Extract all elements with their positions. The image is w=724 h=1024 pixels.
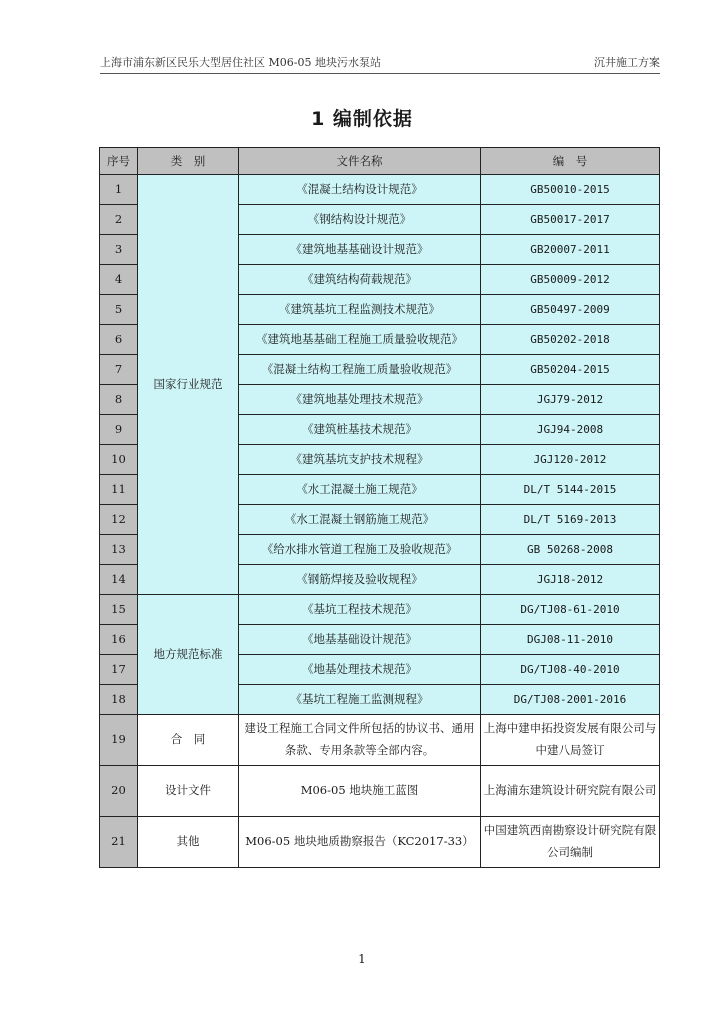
row-number: 15 (100, 595, 138, 625)
basis-table (99, 147, 660, 868)
table-row (100, 817, 660, 868)
row-number: 10 (100, 445, 138, 475)
row-number: 4 (100, 265, 138, 295)
row-number: 13 (100, 535, 138, 565)
document-name: 《建筑桩基技术规范》 (239, 415, 481, 445)
category-cell: 合 同 (138, 715, 239, 766)
document-name: 《建筑地基基础设计规范》 (239, 235, 481, 265)
table-body (100, 175, 660, 868)
column-header-code: 编 号 (481, 148, 660, 175)
document-code: DGJ08-11-2010 (481, 625, 660, 655)
document-name: M06-05 地块地质勘察报告（KC2017-33） (239, 817, 481, 868)
document-name: 《建筑地基基础工程施工质量验收规范》 (239, 325, 481, 355)
document-code: JGJ79-2012 (481, 385, 660, 415)
table-header-row (100, 148, 660, 175)
document-code: DG/TJ08-2001-2016 (481, 685, 660, 715)
document-name: 《基坑工程技术规范》 (239, 595, 481, 625)
document-name: 《水工混凝土钢筋施工规范》 (239, 505, 481, 535)
document-code: JGJ120-2012 (481, 445, 660, 475)
document-name: 《基坑工程施工监测规程》 (239, 685, 481, 715)
document-name: 《地基基础设计规范》 (239, 625, 481, 655)
row-number: 12 (100, 505, 138, 535)
row-number: 8 (100, 385, 138, 415)
document-code: DL/T 5169-2013 (481, 505, 660, 535)
document-code: 上海中建申拓投资发展有限公司与中建八局签订 (481, 715, 660, 766)
document-name: 《钢筋焊接及验收规程》 (239, 565, 481, 595)
row-number: 14 (100, 565, 138, 595)
document-name: 《给水排水管道工程施工及验收规范》 (239, 535, 481, 565)
document-code: GB50202-2018 (481, 325, 660, 355)
table-row (100, 175, 660, 205)
category-cell: 其他 (138, 817, 239, 868)
row-number: 20 (100, 766, 138, 817)
row-number: 11 (100, 475, 138, 505)
column-header-category: 类 别 (138, 148, 239, 175)
document-name: 《建筑基坑支护技术规程》 (239, 445, 481, 475)
row-number: 7 (100, 355, 138, 385)
row-number: 2 (100, 205, 138, 235)
document-code: 中国建筑西南勘察设计研究院有限公司编制 (481, 817, 660, 868)
column-header-no: 序号 (100, 148, 138, 175)
document-name: 《建筑结构荷载规范》 (239, 265, 481, 295)
document-name: M06-05 地块施工蓝图 (239, 766, 481, 817)
document-name: 《地基处理技术规范》 (239, 655, 481, 685)
document-name: 建设工程施工合同文件所包括的协议书、通用条款、专用条款等全部内容。 (239, 715, 481, 766)
document-name: 《混凝土结构工程施工质量验收规范》 (239, 355, 481, 385)
document-code: JGJ94-2008 (481, 415, 660, 445)
row-number: 19 (100, 715, 138, 766)
section-title: 1 编制依据 (311, 108, 413, 130)
document-code: DG/TJ08-40-2010 (481, 655, 660, 685)
document-name: 《钢结构设计规范》 (239, 205, 481, 235)
document-code: DG/TJ08-61-2010 (481, 595, 660, 625)
document-code: GB50009-2012 (481, 265, 660, 295)
row-number: 5 (100, 295, 138, 325)
row-number: 16 (100, 625, 138, 655)
table-row (100, 766, 660, 817)
row-number: 18 (100, 685, 138, 715)
column-header-name: 文件名称 (239, 148, 481, 175)
category-cell: 国家行业规范 (138, 175, 239, 595)
document-code: GB50497-2009 (481, 295, 660, 325)
document-name: 《建筑地基处理技术规范》 (239, 385, 481, 415)
header-project-title: 上海市浦东新区民乐大型居住社区 M06-05 地块污水泵站 (100, 56, 381, 69)
header-document-title: 沉井施工方案 (594, 56, 660, 69)
table-row (100, 715, 660, 766)
page-header (100, 50, 660, 74)
document-code: GB 50268-2008 (481, 535, 660, 565)
category-cell: 设计文件 (138, 766, 239, 817)
row-number: 17 (100, 655, 138, 685)
document-name: 《水工混凝土施工规范》 (239, 475, 481, 505)
row-number: 3 (100, 235, 138, 265)
row-number: 1 (100, 175, 138, 205)
table-row (100, 595, 660, 625)
page-number: 1 (358, 952, 366, 966)
category-cell: 地方规范标准 (138, 595, 239, 715)
row-number: 6 (100, 325, 138, 355)
document-name: 《建筑基坑工程监测技术规范》 (239, 295, 481, 325)
document-name: 《混凝土结构设计规范》 (239, 175, 481, 205)
row-number: 21 (100, 817, 138, 868)
document-code: GB50204-2015 (481, 355, 660, 385)
document-code: DL/T 5144-2015 (481, 475, 660, 505)
document-code: JGJ18-2012 (481, 565, 660, 595)
document-code: GB50017-2017 (481, 205, 660, 235)
document-code: GB20007-2011 (481, 235, 660, 265)
document-code: 上海浦东建筑设计研究院有限公司 (481, 766, 660, 817)
document-code: GB50010-2015 (481, 175, 660, 205)
row-number: 9 (100, 415, 138, 445)
